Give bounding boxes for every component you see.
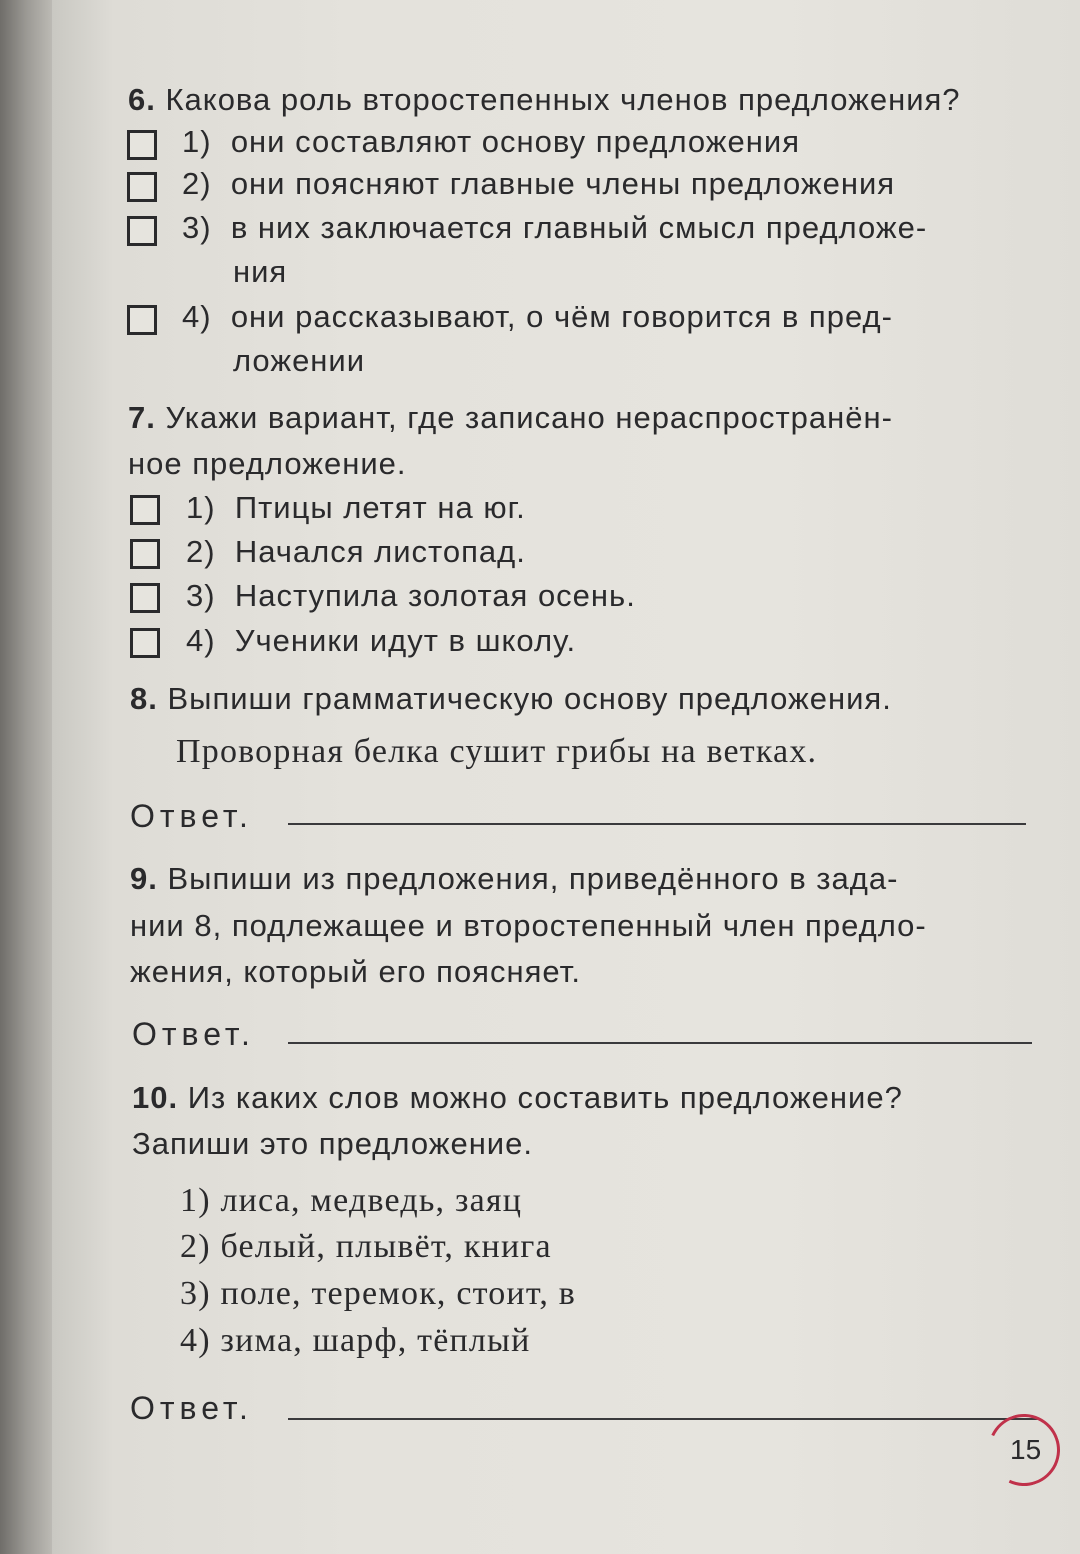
q6-option-3: 3) в них заключается главный смысл предложе-	[182, 210, 928, 245]
q10-answer-line[interactable]	[288, 1418, 1040, 1420]
q6-option-3-cont: ния	[233, 254, 288, 289]
question-6-text: Какова роль второстепенных членов предложения?	[165, 82, 961, 117]
q6-option-2: 2) они поясняют главные члены предложения	[182, 166, 896, 201]
question-7-number: 7.	[128, 400, 156, 435]
q7-option-3-checkbox[interactable]	[130, 583, 160, 613]
question-9-number: 9.	[130, 861, 158, 896]
q6-option-3-checkbox[interactable]	[127, 216, 157, 246]
q6-option-2-checkbox[interactable]	[127, 172, 157, 202]
question-7-title: 7. Укажи вариант, где записано нераспространён-	[128, 400, 893, 435]
q8-answer-line[interactable]	[288, 823, 1026, 825]
question-9-title-cont-2: жения, который его поясняет.	[130, 954, 581, 989]
q10-option-4: 4) зима, шарф, тёплый	[180, 1322, 531, 1359]
q7-option-4: 4) Ученики идут в школу.	[186, 623, 577, 658]
q10-option-3: 3) поле, теремок, стоит, в	[180, 1275, 576, 1312]
q7-option-4-checkbox[interactable]	[130, 628, 160, 658]
question-7-title-cont: ное предложение.	[128, 446, 407, 481]
q7-option-2: 2) Начался листопад.	[186, 534, 526, 569]
question-6-number: 6.	[128, 82, 156, 117]
question-8-sentence: Проворная белка сушит грибы на ветках.	[176, 733, 818, 770]
q7-option-3: 3) Наступила золотая осень.	[186, 578, 636, 613]
q10-option-1: 1) лиса, медведь, заяц	[180, 1182, 523, 1219]
q8-answer-label: Ответ.	[130, 798, 253, 834]
question-9-title: 9. Выпиши из предложения, приведённого в зада-	[130, 861, 899, 896]
q6-option-1-checkbox[interactable]	[127, 130, 157, 160]
question-8-title: 8. Выпиши грамматическую основу предложения.	[130, 681, 892, 716]
page-number: 15	[1010, 1434, 1042, 1465]
question-10-title-cont: Запиши это предложение.	[132, 1126, 533, 1161]
q9-answer-label: Ответ.	[132, 1016, 255, 1052]
q6-option-4: 4) они рассказывают, о чём говорится в пред-	[182, 299, 893, 334]
q6-option-1: 1) они составляют основу предложения	[182, 124, 801, 159]
book-spine	[0, 0, 60, 1554]
q6-option-4-cont: ложении	[233, 343, 366, 378]
q7-option-1-checkbox[interactable]	[130, 495, 160, 525]
q6-option-4-checkbox[interactable]	[127, 305, 157, 335]
question-10-title: 10. Из каких слов можно составить предложение?	[132, 1080, 903, 1115]
question-10-number: 10.	[132, 1080, 179, 1115]
q7-option-2-checkbox[interactable]	[130, 539, 160, 569]
question-8-number: 8.	[130, 681, 158, 716]
question-9-title-cont-1: нии 8, подлежащее и второстепенный член предло-	[130, 908, 927, 943]
q10-option-2: 2) белый, плывёт, книга	[180, 1228, 552, 1265]
question-6-title	[128, 82, 961, 118]
q10-answer-label: Ответ.	[130, 1390, 253, 1426]
q7-option-1: 1) Птицы летят на юг.	[186, 490, 526, 525]
q9-answer-line[interactable]	[288, 1042, 1032, 1044]
